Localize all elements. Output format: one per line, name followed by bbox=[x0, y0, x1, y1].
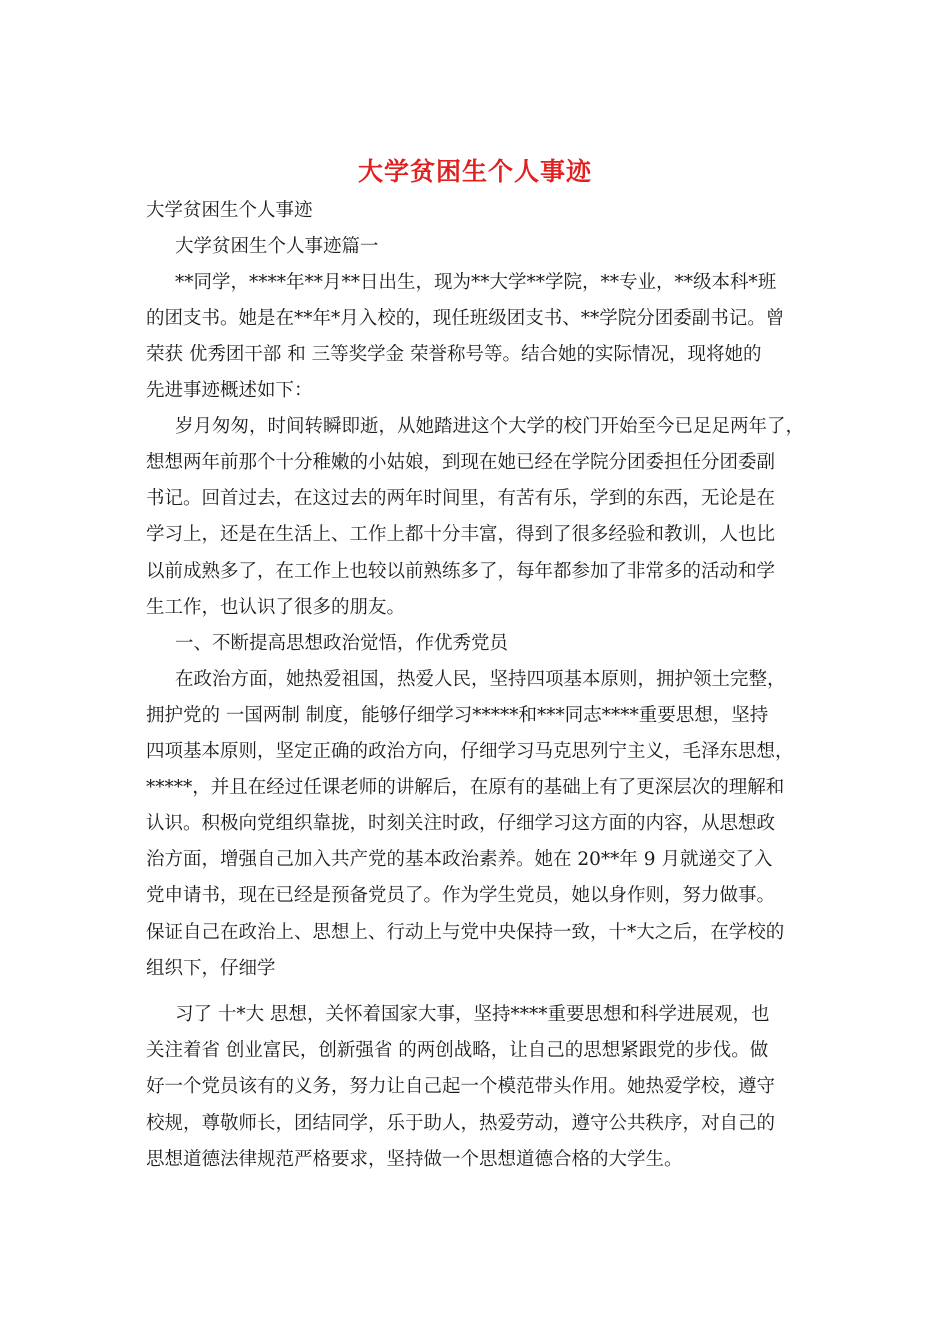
paragraph-line: 四项基本原则，坚定正确的政治方向，仔细学习马克思列宁主义，毛泽东思想， bbox=[146, 741, 794, 762]
paragraph-line: 岁月匆匆，时间转瞬即逝，从她踏进这个大学的校门开始至今已足足两年了， bbox=[175, 416, 805, 437]
paragraph-line: **同学，****年**月**日出生，现为**大学**学院，**专业，**级本科*班 bbox=[175, 272, 777, 293]
paragraph-line: 认识。积极向党组织靠拢，时刻关注时政，仔细学习这方面的内容，从思想政 bbox=[146, 813, 776, 834]
paragraph-line: 关注着省 创业富民，创新强省 的两创战略，让自己的思想紧跟党的步伐。做 bbox=[146, 1040, 769, 1061]
paragraph-line: *****，并且在经过任课老师的讲解后，在原有的基础上有了更深层次的理解和 bbox=[146, 777, 785, 798]
section-heading-line: 大学贫困生个人事迹篇一 bbox=[175, 236, 379, 257]
paragraph-line: 先进事迹概述如下： bbox=[146, 380, 313, 401]
paragraph-line: 的团支书。她是在**年*月入校的，现任班级团支书、**学院分团委副书记。曾 bbox=[146, 308, 785, 329]
document-title: 大学贫困生个人事迹 bbox=[357, 157, 592, 186]
paragraph-line: 荣获 优秀团干部 和 三等奖学金 荣誉称号等。结合她的实际情况，现将她的 bbox=[146, 344, 762, 365]
paragraph-line: 保证自己在政治上、思想上、行动上与党中央保持一致，十*大之后，在学校的 bbox=[146, 922, 785, 943]
subtitle-line: 大学贫困生个人事迹 bbox=[146, 200, 313, 221]
paragraph-line: 在政治方面，她热爱祖国，热爱人民，坚持四项基本原则，拥护领土完整， bbox=[175, 669, 786, 690]
paragraph-line: 党申请书，现在已经是预备党员了。作为学生党员，她以身作则，努力做事。 bbox=[146, 885, 776, 906]
paragraph-line: 习了 十*大 思想，关怀着国家大事，坚持****重要思想和科学进展观，也 bbox=[175, 1004, 770, 1025]
paragraph-line: 学习上，还是在生活上、工作上都十分丰富，得到了很多经验和教训，人也比 bbox=[146, 524, 776, 545]
paragraph-line: 书记。回首过去，在这过去的两年时间里，有苦有乐，学到的东西，无论是在 bbox=[146, 488, 776, 509]
paragraph-line: 思想道德法律规范严格要求，坚持做一个思想道德合格的大学生。 bbox=[146, 1149, 683, 1170]
paragraph-line: 拥护党的 一国两制 制度，能够仔细学习*****和***同志****重要思想，坚持 bbox=[146, 705, 769, 726]
paragraph-line: 以前成熟多了，在工作上也较以前熟练多了，每年都参加了非常多的活动和学 bbox=[146, 561, 776, 582]
paragraph-line: 校规，尊敬师长，团结同学，乐于助人，热爱劳动，遵守公共秩序，对自己的 bbox=[146, 1113, 776, 1134]
section-heading-line: 一、不断提高思想政治觉悟，作优秀党员 bbox=[175, 633, 509, 654]
paragraph-line: 好一个党员该有的义务，努力让自己起一个模范带头作用。她热爱学校，遵守 bbox=[146, 1076, 776, 1097]
paragraph-line: 生工作，也认识了很多的朋友。 bbox=[146, 597, 406, 618]
paragraph-line: 想想两年前那个十分稚嫩的小姑娘，到现在她已经在学院分团委担任分团委副 bbox=[146, 452, 776, 473]
paragraph-line: 组织下，仔细学 bbox=[146, 958, 276, 979]
paragraph-line: 治方面，增强自己加入共产党的基本政治素养。她在 20**年 9 月就递交了入 bbox=[146, 849, 773, 870]
